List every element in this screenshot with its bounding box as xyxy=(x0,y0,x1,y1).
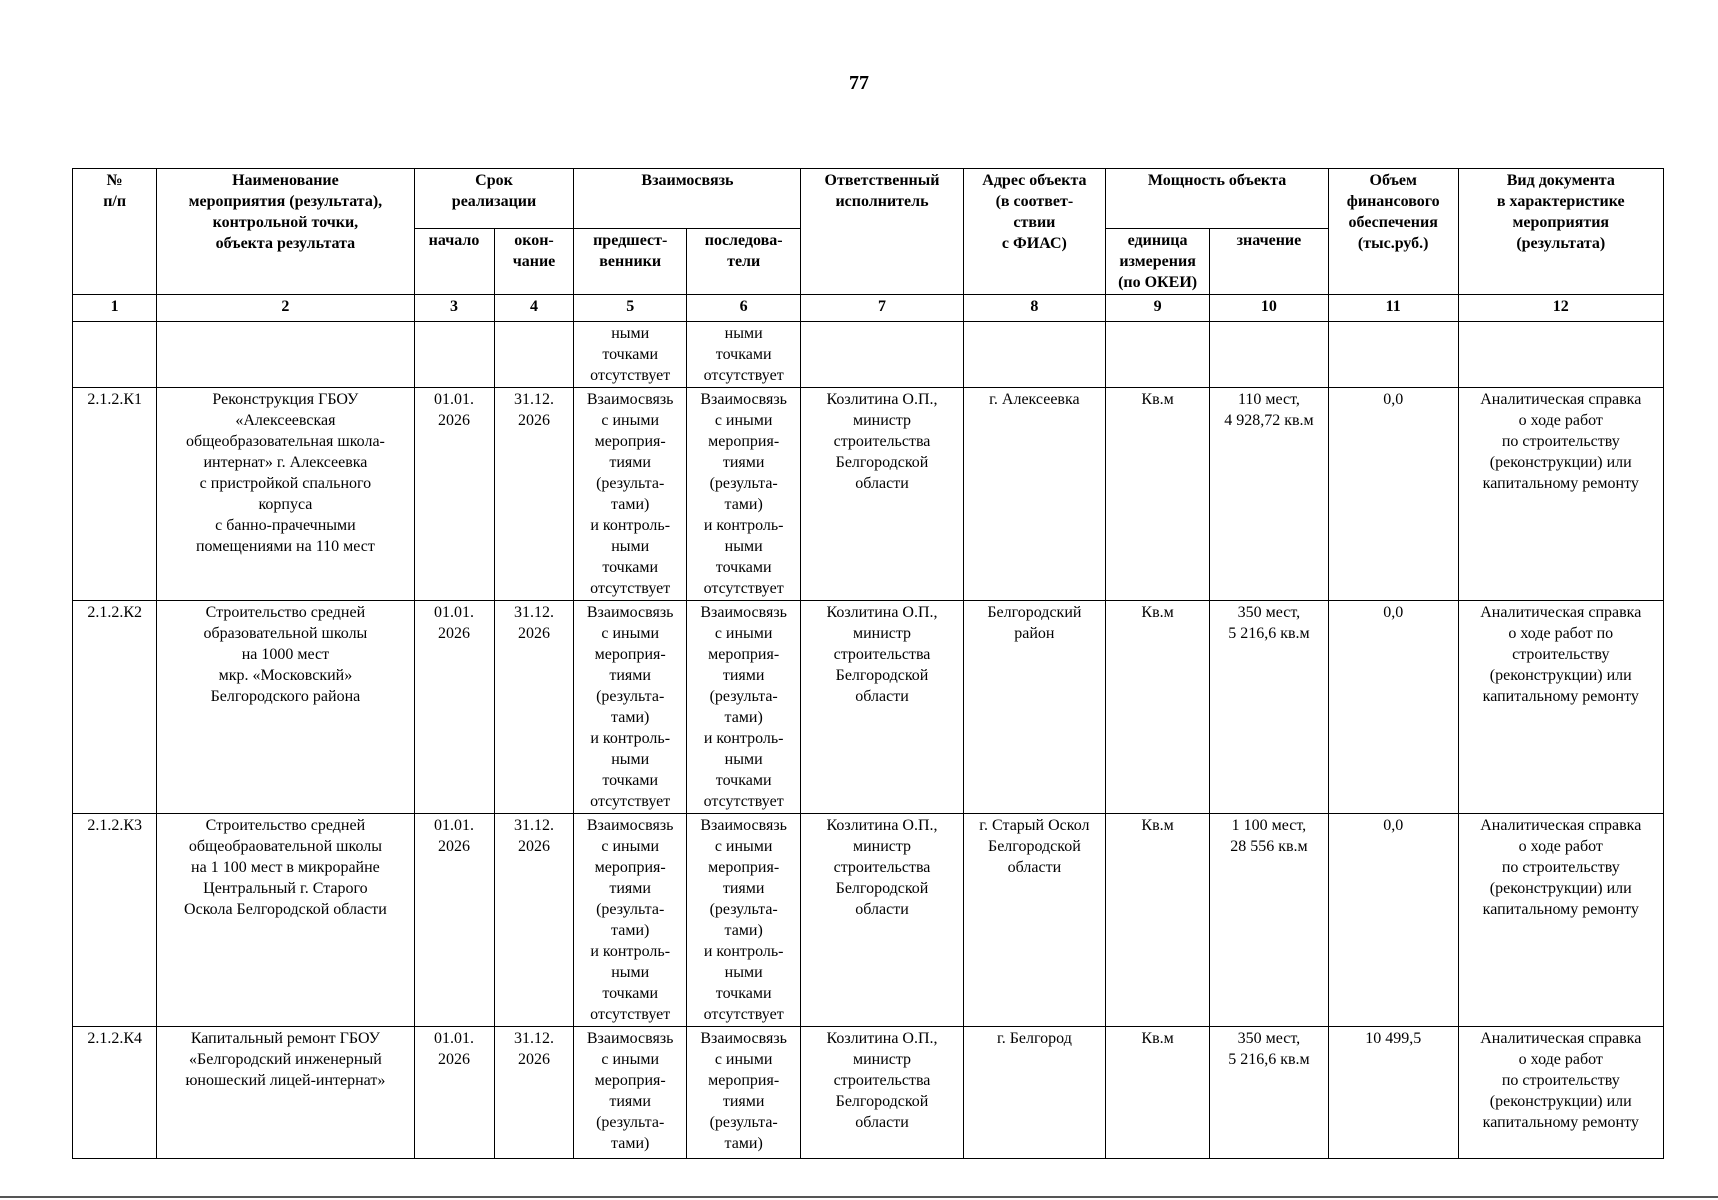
start-date-cell: 01.01. 2026 xyxy=(414,1027,494,1159)
column-number: 5 xyxy=(574,295,686,322)
column-number: 7 xyxy=(801,295,963,322)
column-number: 8 xyxy=(963,295,1106,322)
header-name: Наименование мероприятия (результата), контрольной точки, объекта результата xyxy=(157,169,414,295)
address-cell: Белгородский район xyxy=(963,601,1106,814)
document-cell: Аналитическая справка о ходе работ по строительству (реконструкции) или капитальному ремонту xyxy=(1458,814,1663,1027)
responsible-cell: Козлитина О.П., министр строительства Белгородской области xyxy=(801,814,963,1027)
responsible-cell: Козлитина О.П., министр строительства Белгородской области xyxy=(801,601,963,814)
responsible-cell: Козлитина О.П., министр строительства Белгородской области xyxy=(801,1027,963,1159)
header-address: Адрес объекта (в соответ- ствии с ФИАС) xyxy=(963,169,1106,295)
document-cell: Аналитическая справка о ходе работ по строительству (реконструкции) или капитальному ремонту xyxy=(1458,601,1663,814)
finance-cell: 0,0 xyxy=(1328,814,1458,1027)
end-date-cell: 31.12. 2026 xyxy=(494,388,574,601)
row-number-cell: 2.1.2.К4 xyxy=(73,1027,157,1159)
header-link: Взаимосвязь xyxy=(574,169,801,229)
header-term: Срок реализации xyxy=(414,169,574,229)
predecessors-cell: Взаимосвязь с иными мероприя- тиями (результа- тами) и контроль- ными точками отсутствует xyxy=(574,601,686,814)
header-responsible: Ответственный исполнитель xyxy=(801,169,963,295)
event-name-cell: Капитальный ремонт ГБОУ «Белгородский инженерный юношеский лицей-интернат» xyxy=(157,1027,414,1159)
event-name-cell: Строительство средней образовательной школы на 1000 мест мкр. «Московский» Белгородского района xyxy=(157,601,414,814)
column-numbers-row xyxy=(73,295,1664,322)
row-number-cell: 2.1.2.К2 xyxy=(73,601,157,814)
header-power: Мощность объекта xyxy=(1106,169,1329,229)
end-date-cell: 31.12. 2026 xyxy=(494,1027,574,1159)
column-number: 2 xyxy=(157,295,414,322)
start-date-cell: 01.01. 2026 xyxy=(414,601,494,814)
finance-cell: 0,0 xyxy=(1328,388,1458,601)
column-number: 11 xyxy=(1328,295,1458,322)
column-number: 9 xyxy=(1106,295,1210,322)
continuation-row xyxy=(73,322,1664,388)
table-row xyxy=(73,814,1664,1027)
finance-cell: 0,0 xyxy=(1328,601,1458,814)
column-number: 4 xyxy=(494,295,574,322)
event-name-cell: Реконструкция ГБОУ «Алексеевская общеобразовательная школа- интернат» г. Алексеевка с пристройкой спального корпуса с банно-прачечными помещениями на 110 мест xyxy=(157,388,414,601)
table-row xyxy=(73,388,1664,601)
column-number: 3 xyxy=(414,295,494,322)
scan-edge-divider xyxy=(0,1196,1718,1198)
unit-cell: Кв.м xyxy=(1106,1027,1210,1159)
responsible-cell: Козлитина О.П., министр строительства Белгородской области xyxy=(801,388,963,601)
value-cell: 110 мест, 4 928,72 кв.м xyxy=(1209,388,1328,601)
value-cell: 1 100 мест, 28 556 кв.м xyxy=(1209,814,1328,1027)
predecessors-cell: Взаимосвязь с иными мероприя- тиями (результа- тами) xyxy=(574,1027,686,1159)
header-start: начало xyxy=(414,229,494,295)
predecessors-cell: ными точками отсутствует xyxy=(574,322,686,388)
successors-cell: Взаимосвязь с иными мероприя- тиями (результа- тами) и контроль- ными точками отсутствует xyxy=(686,601,801,814)
header-document: Вид документа в характеристике мероприятия (результата) xyxy=(1458,169,1663,295)
header-predecessors: предшест- венники xyxy=(574,229,686,295)
events-table xyxy=(72,168,1664,1159)
document-cell: Аналитическая справка о ходе работ по строительству (реконструкции) или капитальному ремонту xyxy=(1458,1027,1663,1159)
header-num: № п/п xyxy=(73,169,157,295)
end-date-cell: 31.12. 2026 xyxy=(494,814,574,1027)
start-date-cell: 01.01. 2026 xyxy=(414,814,494,1027)
header-end: окон- чание xyxy=(494,229,574,295)
event-name-cell: Строительство средней общеобраовательной школы на 1 100 мест в микрорайне Центральный г. Старого Оскола Белгородской области xyxy=(157,814,414,1027)
row-number-cell: 2.1.2.К1 xyxy=(73,388,157,601)
column-number: 6 xyxy=(686,295,801,322)
value-cell: 350 мест, 5 216,6 кв.м xyxy=(1209,1027,1328,1159)
row-number-cell: 2.1.2.К3 xyxy=(73,814,157,1027)
successors-cell: Взаимосвязь с иными мероприя- тиями (результа- тами) xyxy=(686,1027,801,1159)
value-cell: 350 мест, 5 216,6 кв.м xyxy=(1209,601,1328,814)
end-date-cell: 31.12. 2026 xyxy=(494,601,574,814)
address-cell: г. Старый Оскол Белгородской области xyxy=(963,814,1106,1027)
unit-cell: Кв.м xyxy=(1106,388,1210,601)
unit-cell: Кв.м xyxy=(1106,814,1210,1027)
header-finance: Объем финансового обеспечения (тыс.руб.) xyxy=(1328,169,1458,295)
predecessors-cell: Взаимосвязь с иными мероприя- тиями (результа- тами) и контроль- ными точками отсутствует xyxy=(574,388,686,601)
predecessors-cell: Взаимосвязь с иными мероприя- тиями (результа- тами) и контроль- ными точками отсутствует xyxy=(574,814,686,1027)
successors-cell: Взаимосвязь с иными мероприя- тиями (результа- тами) и контроль- ными точками отсутствует xyxy=(686,814,801,1027)
table-row xyxy=(73,601,1664,814)
page-number: 77 xyxy=(849,72,869,94)
address-cell: г. Алексеевка xyxy=(963,388,1106,601)
header-successors: последова- тели xyxy=(686,229,801,295)
header-unit: единица измерения (по ОКЕИ) xyxy=(1106,229,1210,295)
header-value: значение xyxy=(1209,229,1328,295)
table-row xyxy=(73,1027,1664,1159)
address-cell: г. Белгород xyxy=(963,1027,1106,1159)
unit-cell: Кв.м xyxy=(1106,601,1210,814)
successors-cell: Взаимосвязь с иными мероприя- тиями (результа- тами) и контроль- ными точками отсутствует xyxy=(686,388,801,601)
start-date-cell: 01.01. 2026 xyxy=(414,388,494,601)
finance-cell: 10 499,5 xyxy=(1328,1027,1458,1159)
column-number: 1 xyxy=(73,295,157,322)
column-number: 10 xyxy=(1209,295,1328,322)
successors-cell: ными точками отсутствует xyxy=(686,322,801,388)
document-cell: Аналитическая справка о ходе работ по строительству (реконструкции) или капитальному ремонту xyxy=(1458,388,1663,601)
column-number: 12 xyxy=(1458,295,1663,322)
